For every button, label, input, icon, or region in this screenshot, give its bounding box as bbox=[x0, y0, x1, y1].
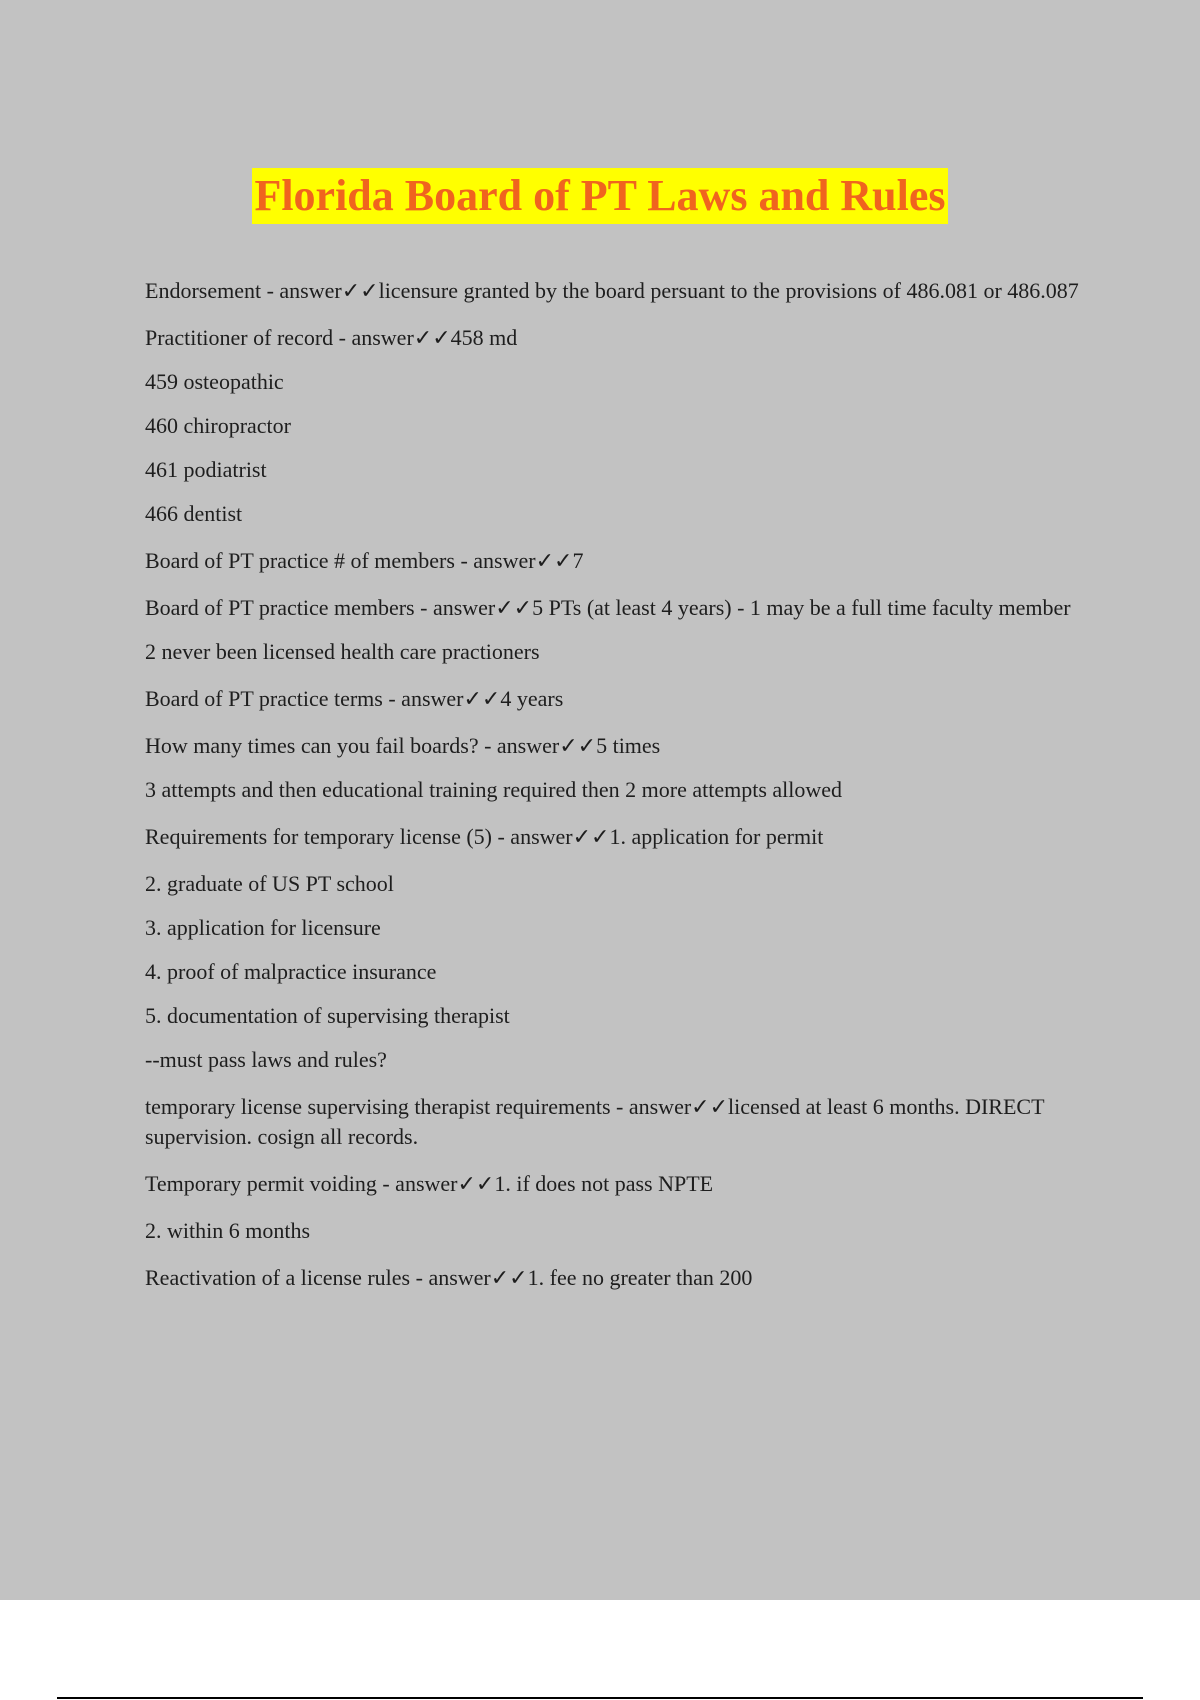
text-line: temporary license supervising therapist requirements - answer✓✓licensed at least 6 months. DIRECT supervision. cosign all records. bbox=[145, 1094, 1045, 1149]
text-line: Practitioner of record - answer✓✓458 md bbox=[145, 325, 518, 350]
text-line: 2. within 6 months bbox=[145, 1218, 311, 1243]
text-line: 460 chiropractor bbox=[145, 413, 291, 438]
text-line: Requirements for temporary license (5) - answer✓✓1. application for permit bbox=[145, 824, 824, 849]
document-title: Florida Board of PT Laws and Rules bbox=[252, 168, 947, 224]
text-line: 459 osteopathic bbox=[145, 369, 284, 394]
text-line: Board of PT practice # of members - answer✓✓7 bbox=[145, 548, 584, 573]
text-line: How many times can you fail boards? - answer✓✓5 times bbox=[145, 733, 661, 758]
text-line: Board of PT practice terms - answer✓✓4 years bbox=[145, 686, 564, 711]
footer-divider bbox=[57, 1697, 1143, 1699]
document-body bbox=[145, 276, 1095, 1310]
text-line: 2. graduate of US PT school bbox=[145, 871, 394, 896]
text-line: 461 podiatrist bbox=[145, 457, 267, 482]
text-line: 4. proof of malpractice insurance bbox=[145, 959, 437, 984]
text-line: --must pass laws and rules? bbox=[145, 1047, 387, 1072]
text-line: Temporary permit voiding - answer✓✓1. if does not pass NPTE bbox=[145, 1171, 714, 1196]
text-line: Reactivation of a license rules - answer✓✓1. fee no greater than 200 bbox=[145, 1265, 753, 1290]
text-line: 466 dentist bbox=[145, 501, 243, 526]
text-line: Board of PT practice members - answer✓✓5 PTs (at least 4 years) - 1 may be a full time faculty member bbox=[145, 595, 1071, 620]
text-line: 5. documentation of supervising therapist bbox=[145, 1003, 510, 1028]
text-line: Endorsement - answer✓✓licensure granted by the board persuant to the provisions of 486.081 or 486.087 bbox=[145, 278, 1079, 303]
title-container bbox=[0, 168, 1200, 224]
text-line: 2 never been licensed health care practioners bbox=[145, 639, 540, 664]
text-line: 3 attempts and then educational training required then 2 more attempts allowed bbox=[145, 777, 843, 802]
text-line: 3. application for licensure bbox=[145, 915, 381, 940]
